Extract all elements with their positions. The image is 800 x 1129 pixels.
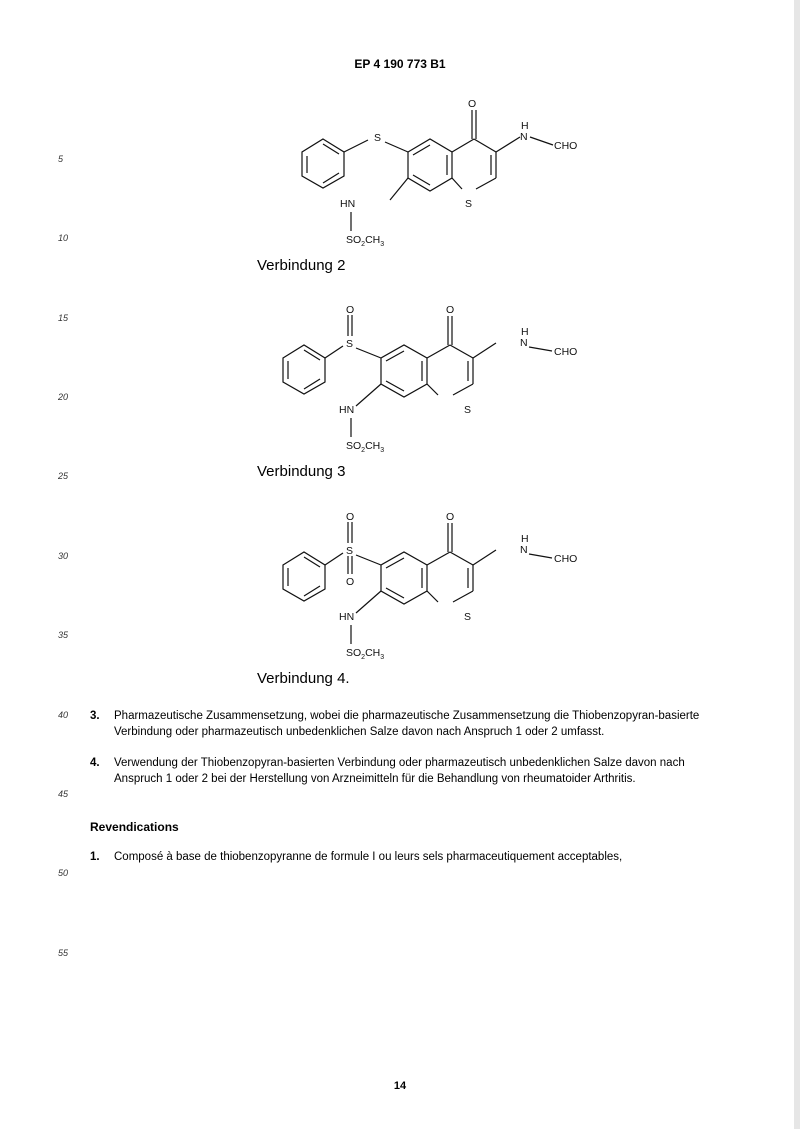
claim-item [90,850,730,866]
nh-label: HN [339,611,355,623]
ring-s-label: S [465,198,473,210]
page-number: 14 [393,1080,407,1092]
line-number: 40 [58,710,69,720]
sulfinyl-o-label: O [346,304,355,316]
claim-text: Verwendung der Thiobenzopyran-basierten Verbindung oder pharmazeutisch unbedenklichen Salze davon nach Anspruch 1 oder 2 bei der Herstellung von Arzneimitteln für die Behandlung von rheumatoider Arthritis. [114,757,685,785]
amide-n-label: N [520,337,528,349]
thioether-s-label: S [374,132,382,144]
ring-s-label: S [464,404,472,416]
compound-caption: Verbindung 4. [257,670,350,687]
benzo-ring [381,345,427,397]
sulfonyl-s-label: S [346,545,354,557]
amide-h-label: H [521,533,529,545]
sulfonyl-o-bottom-label: O [346,576,355,588]
ring-s-label: S [464,611,472,623]
amide-n-label: N [520,544,528,556]
claim-text: Pharmazeutische Zusammensetzung, wobei die pharmazeutische Zusammensetzung die Thiobenzopyran-basierte Verbindung oder pharmazeutisch unbedenklichen Salze davon nach Anspruch 1 oder 2 umfasst. [114,710,700,738]
compound-caption: Verbindung 3 [257,463,346,480]
line-number: 55 [58,948,69,958]
nh-label: HN [340,198,356,210]
phenyl-ring [302,139,344,188]
line-number: 5 [58,154,64,164]
claim-item [90,709,730,740]
line-number: 35 [58,630,69,640]
line-number: 20 [58,392,69,402]
line-number: 15 [58,313,69,323]
mesyl-label: $SO_2CH_3$ [346,647,385,661]
patent-number-header: EP 4 190 773 B1 [354,57,446,71]
amide-h-label: H [521,326,529,338]
cho-label: CHO [554,346,578,358]
amide-n-label: N [520,131,528,143]
carbonyl-o-label: O [446,304,455,316]
claim-number: 4. [90,757,100,769]
benzo-ring [408,139,452,191]
cho-label: CHO [554,140,578,152]
line-number: 50 [58,868,69,878]
structure-compound-4 [250,508,600,678]
claim-text: Composé à base de thiobenzopyranne de formule I ou leurs sels pharmaceutiquement acceptables, [114,851,623,863]
benzo-ring [381,552,427,604]
amide-h-label: H [521,120,529,132]
mesyl-label: $SO_2CH_3$ [346,440,385,454]
nh-label: HN [339,404,355,416]
section-heading: Revendications [90,820,179,834]
phenyl-ring [283,552,325,601]
mesyl-label: $SO_2CH_3$ [346,234,385,248]
line-number: 25 [58,471,69,481]
phenyl-ring [283,345,325,394]
line-number: 30 [58,551,69,561]
line-number: 10 [58,233,69,243]
carbonyl-o-label: O [468,98,477,110]
carbonyl-o-label: O [446,511,455,523]
claim-number: 3. [90,710,100,722]
claim-item [90,756,730,787]
cho-label: CHO [554,553,578,565]
structure-compound-2 [250,95,600,265]
structure-compound-3 [250,301,600,471]
sulfinyl-s-label: S [346,338,354,350]
page-edge [794,0,800,1129]
sulfonyl-o-top-label: O [346,511,355,523]
compound-caption: Verbindung 2 [257,257,346,274]
claim-number: 1. [90,851,100,863]
line-number: 45 [58,789,69,799]
